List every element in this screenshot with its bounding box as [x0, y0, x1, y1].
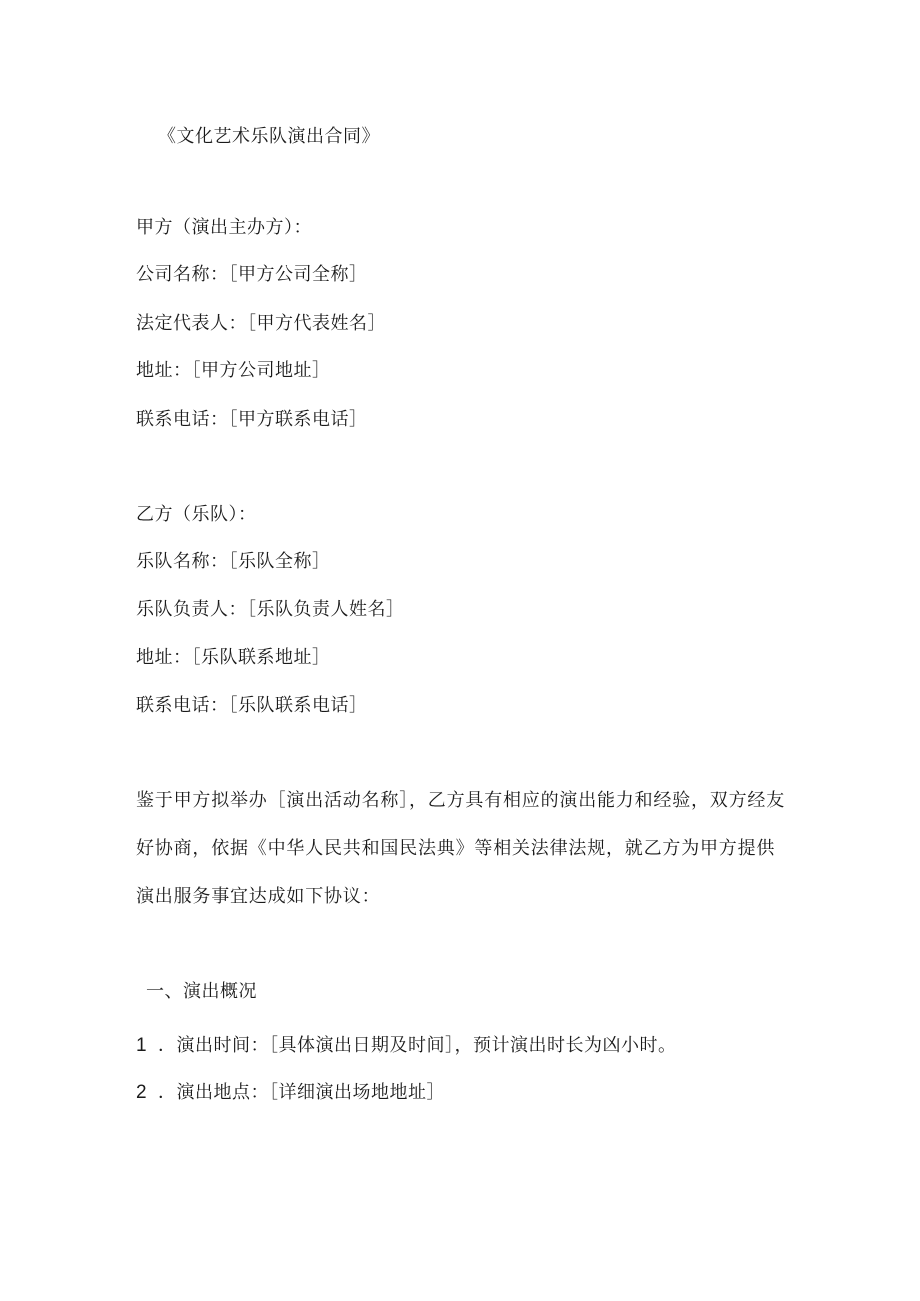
party-b-phone: 联系电话：［乐队联系电话］: [136, 695, 368, 716]
list-item-text: ．演出时间：［具体演出日期及时间］，预计演出时长为凶小时。: [158, 1035, 677, 1056]
list-item-number: 1: [136, 1035, 148, 1056]
list-item: [136, 1081, 445, 1105]
party-b-leader: 乐队负责人：［乐队负责人姓名］: [136, 599, 405, 620]
contract-title: 《文化艺术乐队演出合同》: [158, 126, 380, 147]
list-item-number: 2: [136, 1082, 148, 1103]
party-b-address: 地址：［乐队联系地址］: [136, 647, 331, 668]
list-item-text: ．演出地点：［详细演出场地地址］: [158, 1082, 445, 1103]
party-a-legal-rep: 法定代表人：［甲方代表姓名］: [136, 313, 386, 334]
party-a-address: 地址：［甲方公司地址］: [136, 360, 331, 381]
preamble-line: 鉴于甲方拟举办［演出活动名称］，乙方具有相应的演出能力和经验，双方经友: [136, 790, 785, 811]
party-a-phone: 联系电话：［甲方联系电话］: [136, 409, 368, 430]
party-b-band-name: 乐队名称：［乐队全称］: [136, 551, 331, 572]
party-a-company-name: 公司名称：［甲方公司全称］: [136, 264, 368, 285]
section-heading: 一、演出概况: [146, 981, 257, 1002]
list-item: [136, 1034, 677, 1058]
preamble-line: 好协商，依据《中华人民共和国民法典》等相关法律法规，就乙方为甲方提供: [136, 838, 776, 859]
preamble-line: 演出服务事宜达成如下协议：: [136, 886, 381, 907]
party-a-heading: 甲方（演出主办方）：: [136, 217, 312, 238]
party-b-heading: 乙方（乐队）：: [136, 504, 257, 525]
